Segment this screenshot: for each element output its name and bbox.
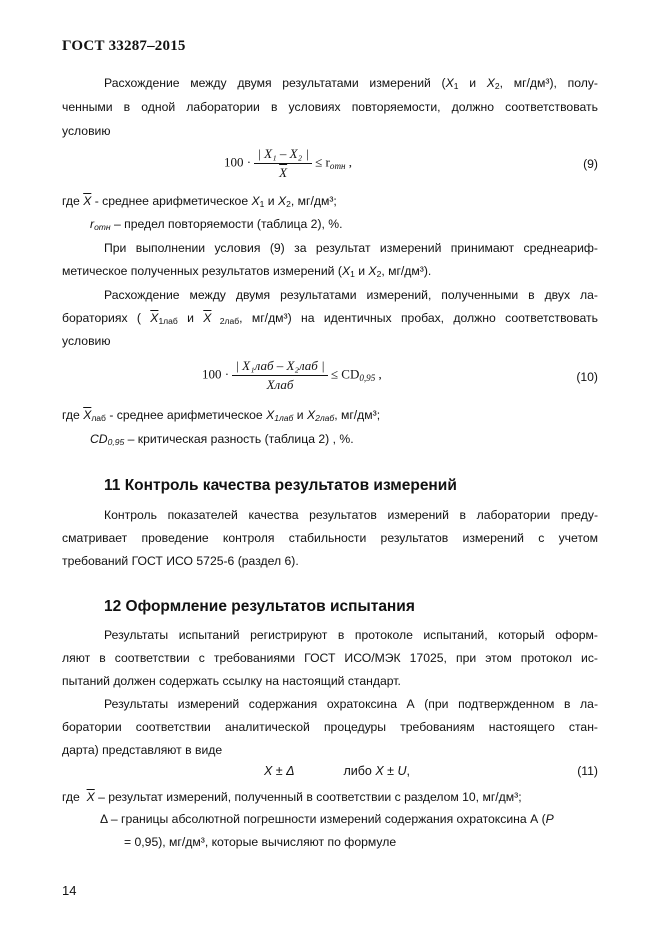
paragraph-line: При выполнении условия (9) за результат измерений принимают среднеариф- xyxy=(104,241,598,255)
where-line: где $\overline{X}_{лаб}$ - среднее арифметическое $X_{1лаб}$ и $X_{2лаб}$, мг/дм³; xyxy=(62,408,381,424)
paragraph-line: пытаний должен содержать ссылку на настоящий стандарт. xyxy=(62,674,401,688)
paragraph-line: дарта) представляют в виде xyxy=(62,743,223,757)
fraction: $\frac{\text{| X₁лаб – X₂лаб |}}{\text{Xлаб}}$ xyxy=(232,358,327,393)
page-number: 14 xyxy=(62,883,77,898)
paragraph-line: Результаты измерений содержания охратоксина А (при подтвержденном в ла- xyxy=(104,697,598,711)
paragraph-line: Расхождение между двумя результатами измерений, полученными в двух ла- xyxy=(104,288,598,302)
fraction: $\frac{\text{| X₁ – X₂ |}}{X}$ xyxy=(254,146,312,181)
formula-11: X ± Δ либо X ± U, xyxy=(264,764,411,778)
paragraph-line: Результаты испытаний регистрируют в протоколе испытаний, который оформ- xyxy=(104,628,598,642)
where-line: где $\overline{X}$ – результат измерений, полученный в соответствии с разделом 10, мг/дм³; xyxy=(62,790,522,804)
equation-number: (10) xyxy=(576,370,598,384)
paragraph-line: метическое полученных результатов измерений ($X_1$ и $X_2$, мг/дм³). xyxy=(62,264,432,280)
where-line: $r_{отн}$ – предел повторяемости (таблица 2), %. xyxy=(90,217,343,233)
paragraph-line: Расхождение между двумя результатами измерений ($X_1$ и $X_2$, мг/дм³), полу- xyxy=(104,76,598,92)
section-12-title: 12 Оформление результатов испытания xyxy=(104,598,415,615)
where-line: = 0,95), мг/дм³, которые вычисляют по формуле xyxy=(124,835,397,849)
paragraph-line: ляют в соответствии с требованиями ГОСТ ИСО/МЭК 17025, при этом протокол ис- xyxy=(62,651,598,665)
paragraph-line: боратории соответствии аналитической процедуры требованиям настоящего стан- xyxy=(62,720,598,734)
where-line: $CD_{0,95}$ – критическая разность (таблица 2) , %. xyxy=(90,432,354,448)
paragraph-line: сматривает проведение контроля стабильности результатов измерений с учетом xyxy=(62,531,598,545)
paragraph-line: бораториях ( $\overline{X}_{1лаб}$ и $\overline{X}$ $_{2лаб}$, мг/дм³) на идентичных пробах, должно соответствовать xyxy=(62,311,598,327)
where-line: где $\overline{X}$ - среднее арифметическое $X_1$ и $X_2$, мг/дм³; xyxy=(62,194,337,210)
document-header: ГОСТ 33287–2015 xyxy=(62,38,186,54)
paragraph-line: Контроль показателей качества результатов измерений в лаборатории преду- xyxy=(104,508,598,522)
equation-number: (9) xyxy=(583,157,598,171)
paragraph-line: требований ГОСТ ИСО 5725-6 (раздел 6). xyxy=(62,554,299,568)
formula-10: 100 · $\frac{\text{| X₁лаб – X₂лаб |}}{\text{Xлаб}}$ ≤ $CD_{0,95}$ , xyxy=(202,358,382,392)
formula-9: 100 · $\frac{\text{| X₁ – X₂ |}}{X}$ ≤ $r_{отн}$ , xyxy=(224,146,353,180)
paragraph-line: ченными в одной лаборатории в условиях повторяемости, должно соответствовать xyxy=(62,100,598,114)
paragraph-line: условию xyxy=(62,334,111,348)
where-line: Δ – границы абсолютной погрешности измерений содержания охратоксина А (P xyxy=(100,812,554,826)
equation-number: (11) xyxy=(577,764,598,778)
section-11-title: 11 Контроль качества результатов измерений xyxy=(104,477,457,494)
paragraph-line: условию xyxy=(62,124,111,138)
